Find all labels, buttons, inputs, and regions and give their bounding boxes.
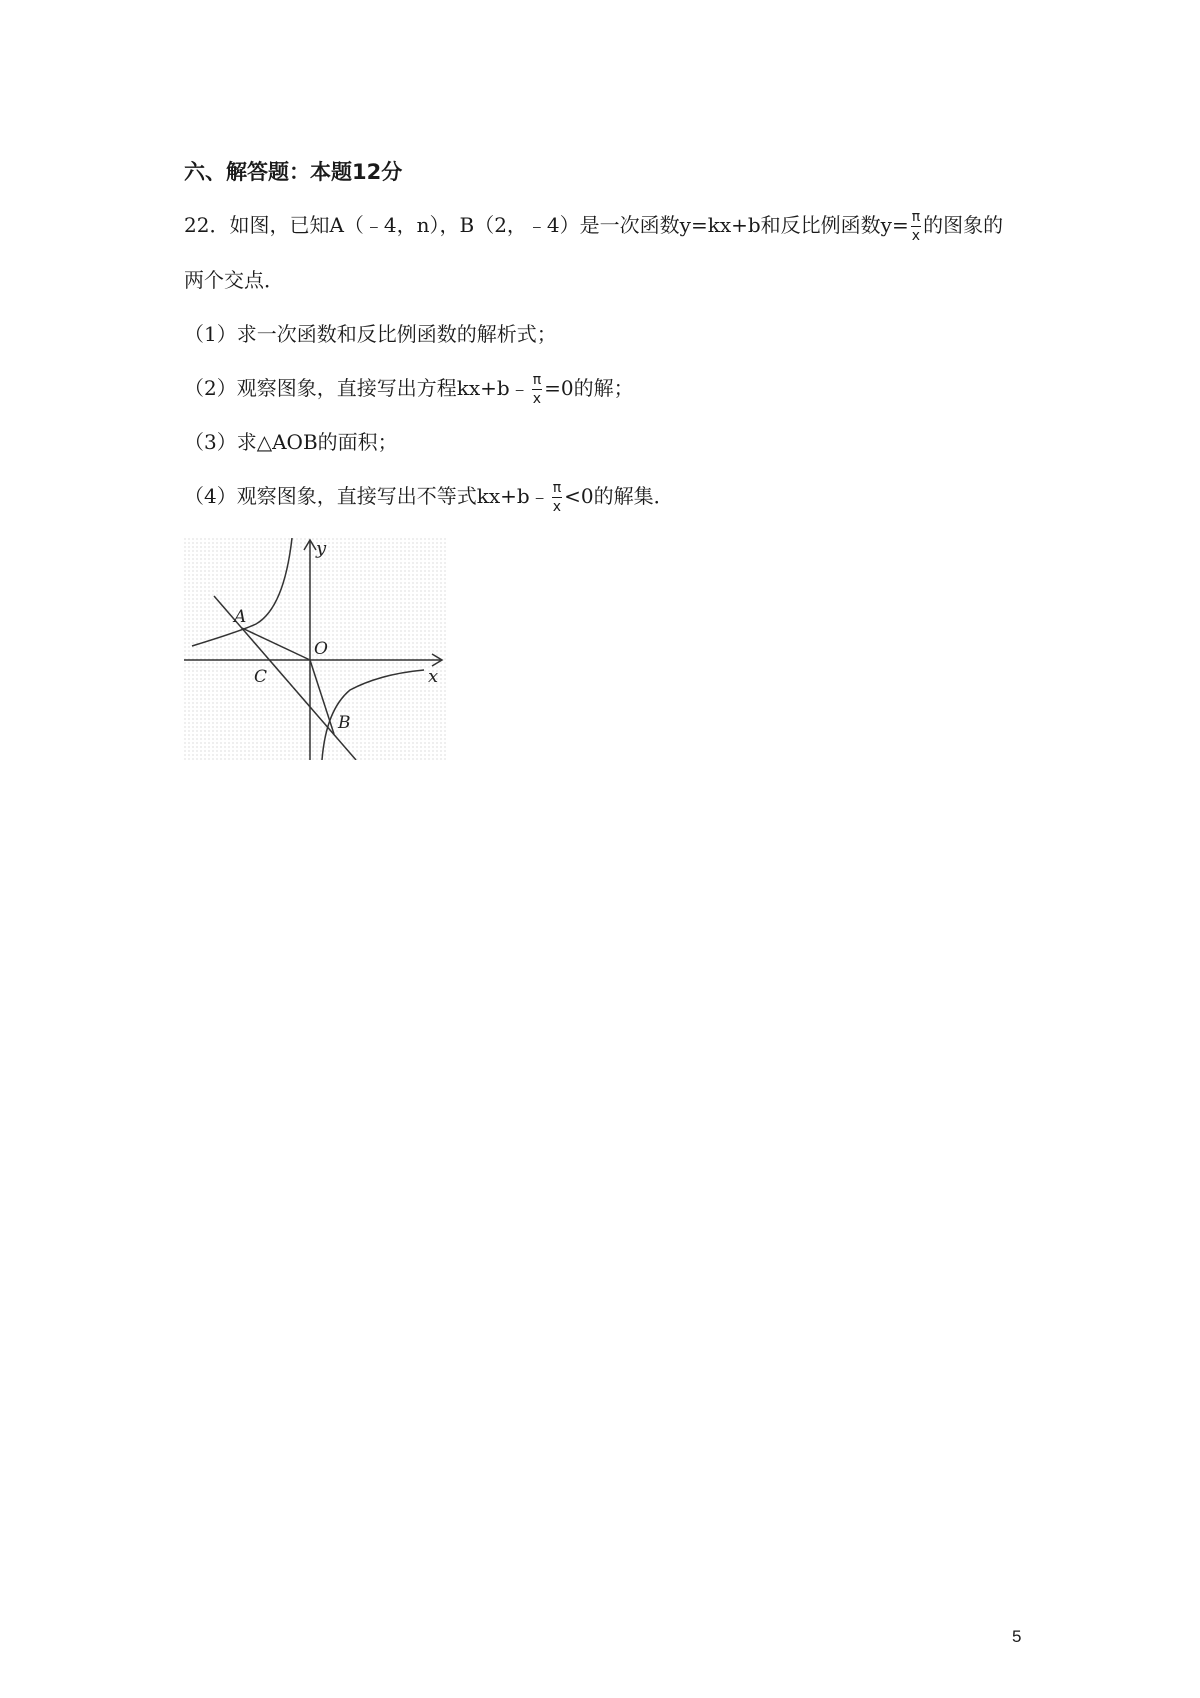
fraction-numerator: π	[911, 209, 921, 225]
question-2-text: （2）观察图象，直接写出方程kx+b﹣	[184, 376, 530, 400]
question-4-text: （4）观察图象，直接写出不等式kx+b﹣	[184, 484, 550, 508]
function-graph-figure	[184, 538, 446, 760]
question-2-text-end: =0的解；	[544, 376, 634, 400]
problem-stem-line-1	[184, 210, 1003, 243]
fraction-denominator: x	[532, 391, 542, 407]
fraction-numerator: π	[532, 372, 542, 388]
question-4	[184, 481, 674, 514]
point-c-label: C	[254, 667, 268, 687]
section-heading: 六、解答题：本题12分	[184, 160, 403, 184]
fraction-numerator: π	[552, 480, 562, 496]
page-number: 5	[1012, 1627, 1022, 1646]
problem-stem-line-2: 两个交点．	[184, 268, 284, 292]
question-4-fraction	[552, 481, 562, 514]
problem-stem-text-end: 的图象的	[923, 213, 1004, 237]
fraction-denominator: x	[911, 228, 921, 244]
problem-stem-text: 22．如图，已知A（﹣4，n），B（2，﹣4）是一次函数y=kx+b和反比例函数y=	[184, 213, 909, 237]
y-axis-label: y	[316, 538, 327, 559]
question-1: （1）求一次函数和反比例函数的解析式；	[184, 322, 557, 346]
point-b-label: B	[338, 713, 351, 733]
question-3: （3）求△AOB的面积；	[184, 430, 398, 454]
question-2-fraction	[532, 373, 542, 406]
question-2	[184, 373, 634, 406]
fraction-denominator: x	[552, 499, 562, 515]
origin-label: O	[314, 639, 328, 659]
point-a-label: A	[234, 607, 247, 627]
stem-fraction	[911, 210, 921, 243]
question-4-text-end: <0的解集．	[564, 484, 674, 508]
x-axis-label: x	[428, 666, 439, 687]
